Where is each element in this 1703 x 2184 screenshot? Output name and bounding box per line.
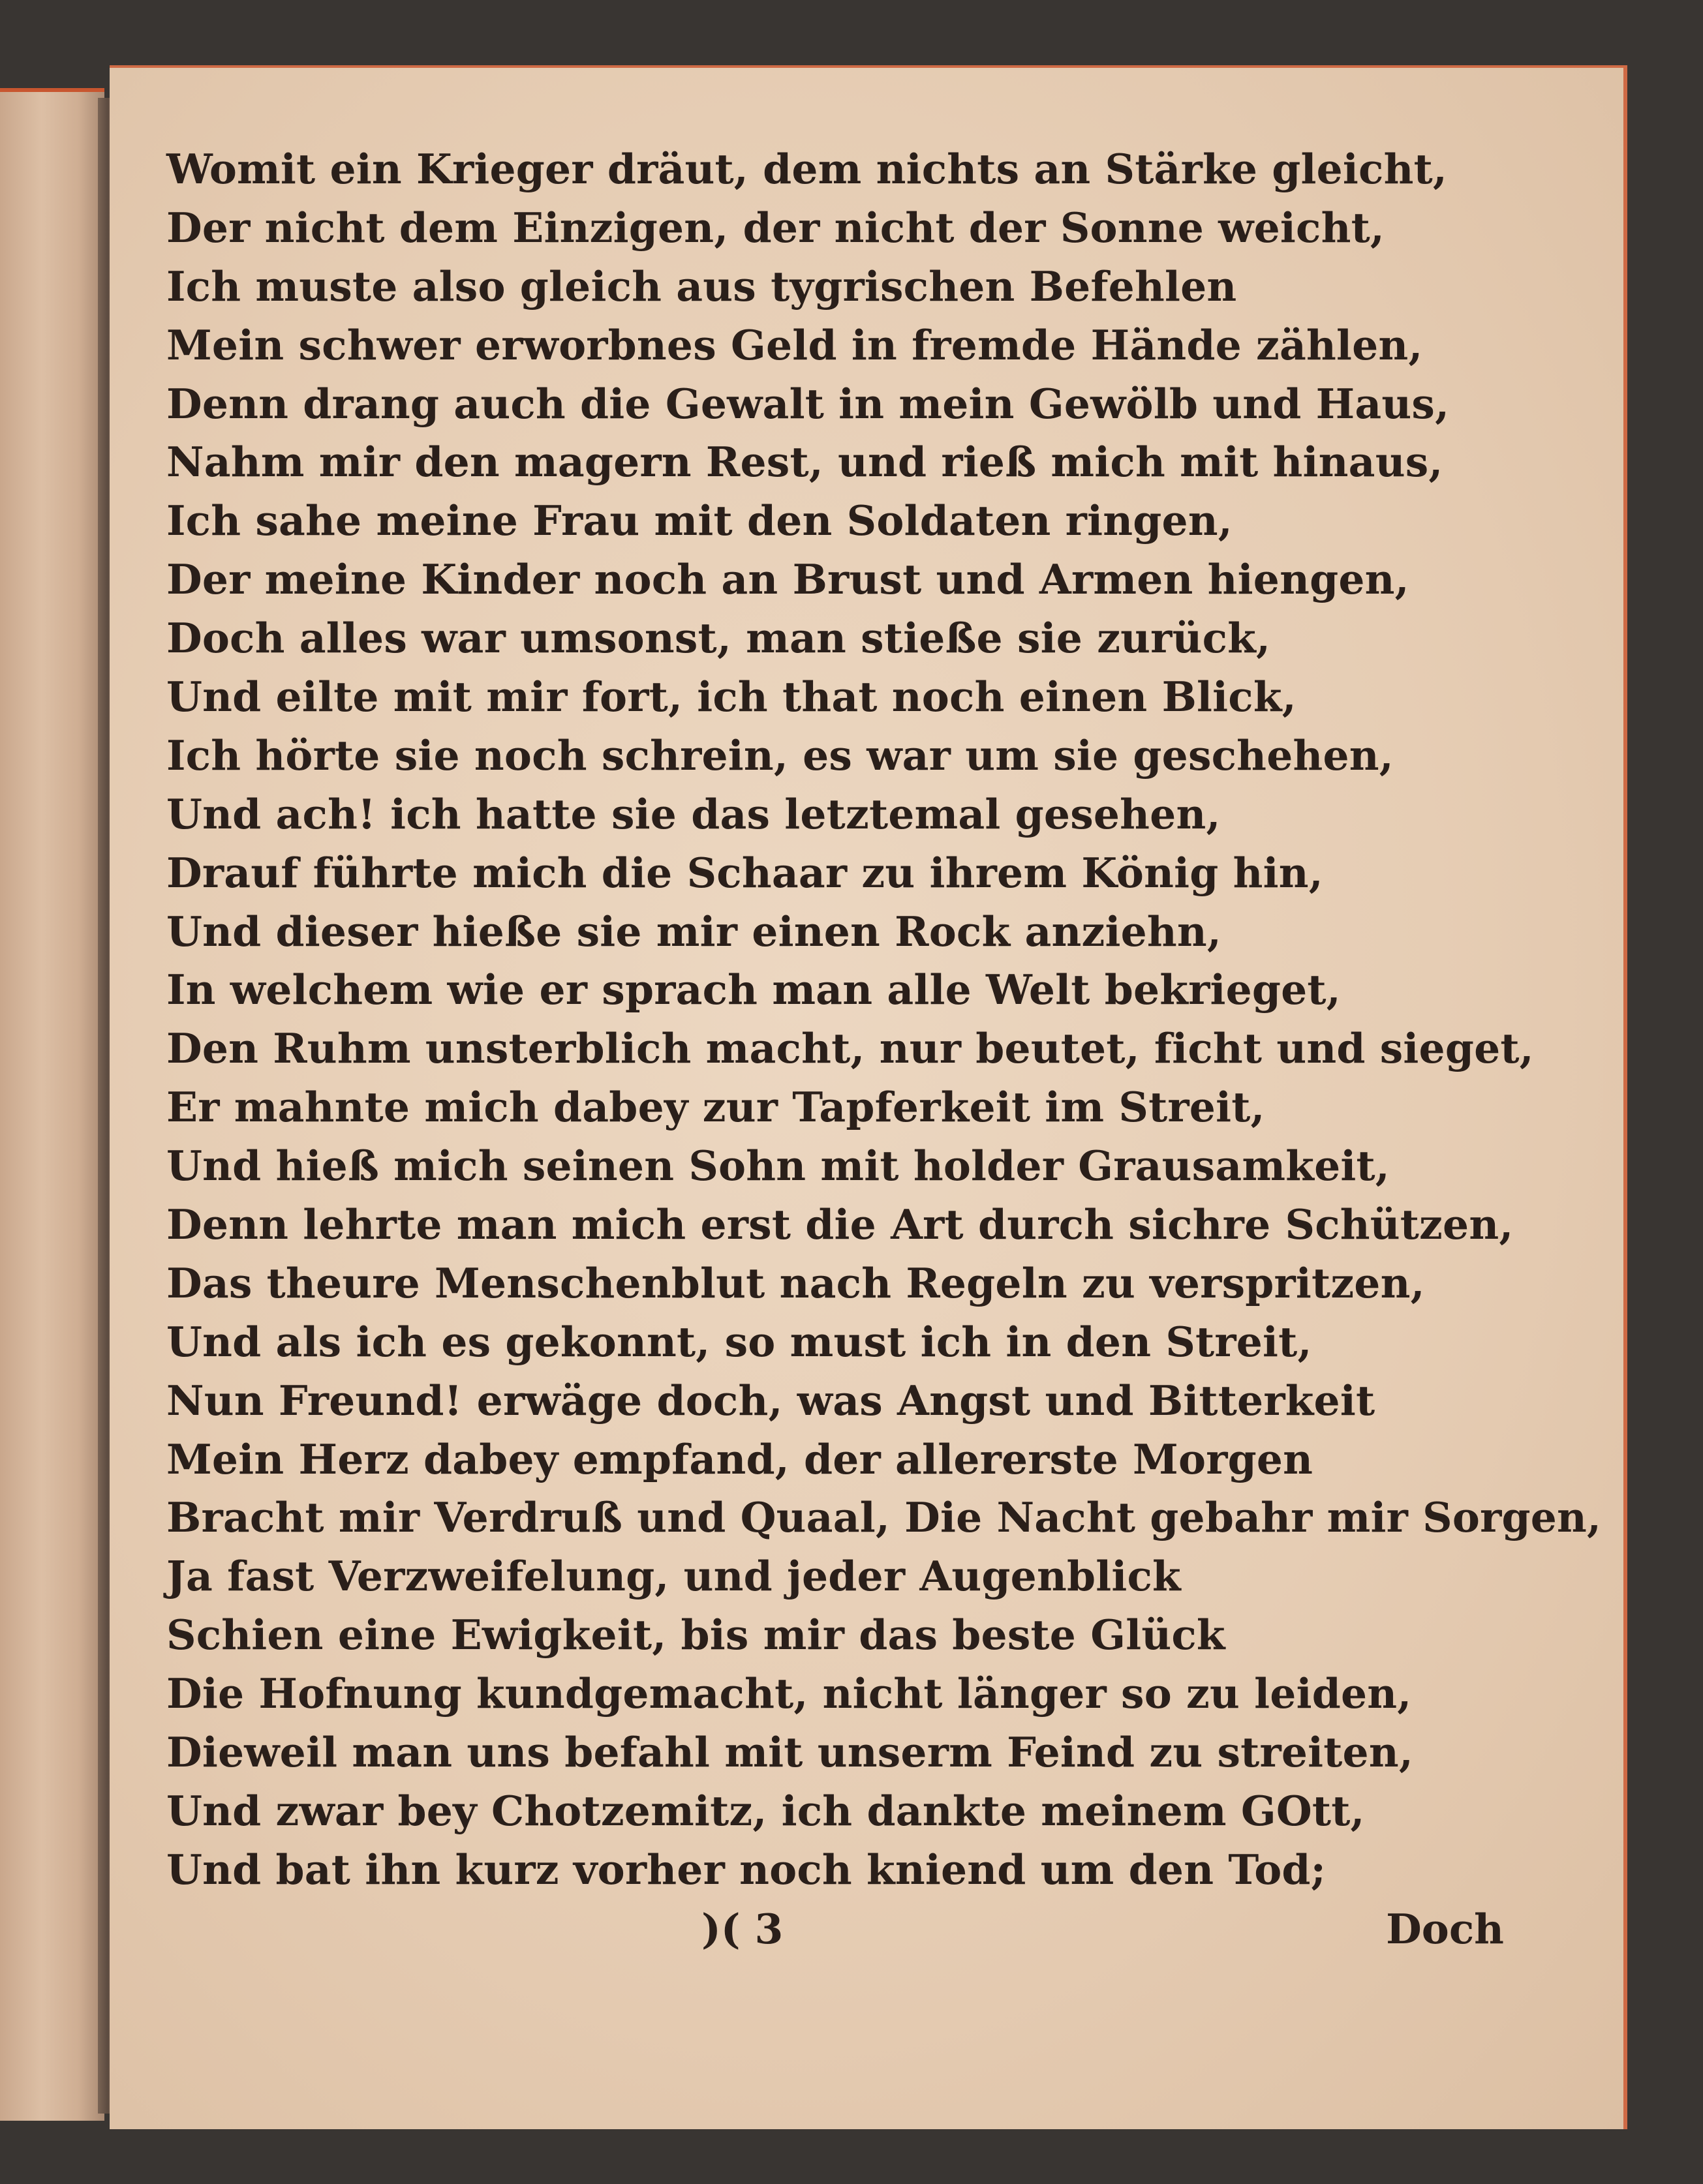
text-line: Nun Freund! erwäge doch, was Angst und Bitterkeit [166, 1376, 1375, 1425]
page-footer [166, 1905, 1504, 1964]
text-line: Und hieß mich seinen Sohn mit holder Grausamkeit, [166, 1142, 1390, 1191]
text-line: In welchem wie er sprach man alle Welt bekrieget, [166, 965, 1341, 1014]
text-line: Schien eine Ewigkeit, bis mir das beste Glück [166, 1611, 1225, 1660]
text-line: Den Ruhm unsterblich macht, nur beutet, ficht und sieget, [166, 1024, 1534, 1073]
text-line: Die Hofnung kundgemacht, nicht länger so zu leiden, [166, 1669, 1412, 1718]
text-line: Das theure Menschenblut nach Regeln zu verspritzen, [166, 1258, 1425, 1307]
text-line: Der meine Kinder noch an Brust und Armen hiengen, [166, 555, 1409, 604]
text-line: Dieweil man uns befahl mit unserm Feind zu streiten, [166, 1728, 1413, 1777]
left-page-edge [0, 88, 104, 2121]
text-line: Und eilte mit mir fort, ich that noch einen Blick, [166, 673, 1296, 721]
text-line: Doch alles war umsonst, man stieße sie zurück, [166, 614, 1271, 663]
signature-mark: )( 3 [701, 1905, 784, 1953]
text-line: Womit ein Krieger dräut, dem nichts an Stärke gleicht, [166, 145, 1448, 193]
text-line: Denn lehrte man mich erst die Art durch sichre Schützen, [166, 1200, 1514, 1249]
catchword: Doch [1386, 1905, 1504, 1953]
text-line: Und bat ihn kurz vorher noch kniend um den Tod; [166, 1845, 1327, 1894]
text-line: Der nicht dem Einzigen, der nicht der Sonne weicht, [166, 203, 1385, 252]
text-line: Denn drang auch die Gewalt in mein Gewölb und Haus, [166, 379, 1450, 428]
text-line: Und ach! ich hatte sie das letztemal gesehen, [166, 789, 1221, 838]
text-line: Drauf führte mich die Schaar zu ihrem König hin, [166, 848, 1323, 897]
text-line: Nahm mir den magern Rest, und rieß mich mit hinaus, [166, 438, 1443, 487]
text-line: Ich hörte sie noch schrein, es war um sie geschehen, [166, 731, 1394, 780]
text-line: Er mahnte mich dabey zur Tapferkeit im Streit, [166, 1083, 1265, 1132]
text-line: Und dieser hieße sie mir einen Rock anziehn, [166, 907, 1222, 956]
text-line: Mein schwer erworbnes Geld in fremde Hände zählen, [166, 320, 1423, 369]
text-line: Ja fast Verzweifelung, und jeder Augenblick [166, 1552, 1181, 1601]
text-line: Ich muste also gleich aus tygrischen Befehlen [166, 262, 1237, 311]
text-line: Bracht mir Verdruß und Quaal, Die Nacht gebahr mir Sorgen, [166, 1493, 1602, 1542]
poem-text [166, 140, 1602, 1900]
text-line: Und zwar bey Chotzemitz, ich dankte meinem GOtt, [166, 1786, 1365, 1835]
text-line: Mein Herz dabey empfand, der allererste Morgen [166, 1434, 1313, 1483]
text-line: Und als ich es gekonnt, so must ich in den Streit, [166, 1317, 1312, 1366]
text-line: Ich sahe meine Frau mit den Soldaten ringen, [166, 496, 1233, 545]
